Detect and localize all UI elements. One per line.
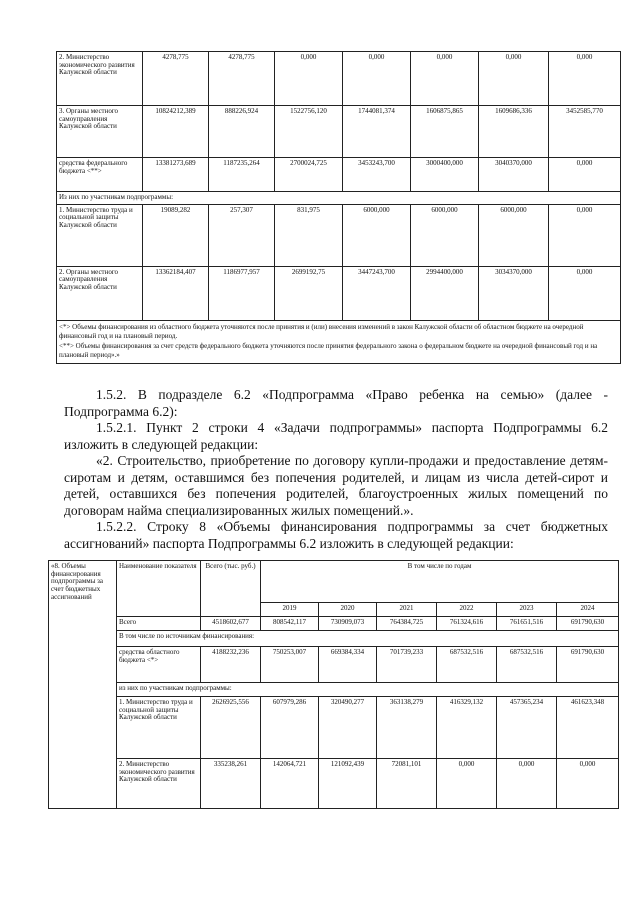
footnote-federal: <**> Объемы финансирования за счет средств федерального бюджета уточняются после принятия федерального закона о федеральном бюджете на очередной финансовый год и на плановый период».» (59, 341, 598, 360)
value-cell: 461623,348 (557, 697, 619, 759)
paragraph-1-5-2: 1.5.2. В подразделе 6.2 «Подпрограмма «Право ребенка на семью» (далее - Подпрограмма 6.2): (64, 387, 608, 419)
header-year: 2021 (377, 603, 437, 617)
value-cell: 3040370,000 (479, 158, 549, 192)
row-name: 2. Министерство экономического развития Калужской области (57, 52, 143, 106)
table-row (49, 631, 619, 647)
participants-label: Из них по участникам подпрограммы: (57, 192, 621, 205)
value-cell: 0,000 (497, 759, 557, 809)
row-name: 1. Министерство труда и социальной защиты Калужской области (117, 697, 201, 759)
value-cell: 121092,439 (319, 759, 377, 809)
value-cell: 3000400,000 (411, 158, 479, 192)
value-cell: 335238,261 (201, 759, 261, 809)
value-cell: 607979,286 (261, 697, 319, 759)
value-cell: 687532,516 (437, 647, 497, 683)
row-name: 3. Органы местного самоуправления Калужской области (57, 106, 143, 158)
value-cell: 0,000 (479, 52, 549, 106)
header-name: Наименование показателя (117, 561, 201, 617)
table-row (49, 617, 619, 631)
value-cell: 257,307 (209, 204, 275, 266)
value-cell: 831,975 (275, 204, 343, 266)
table-row (57, 158, 621, 192)
value-cell: 808542,117 (261, 617, 319, 631)
sources-label: В том числе по источникам финансирования: (117, 631, 619, 647)
value-cell: 1606875,865 (411, 106, 479, 158)
header-years-group: В том числе по годам (261, 561, 619, 603)
header-year: 2023 (497, 603, 557, 617)
table-row (57, 106, 621, 158)
header-year: 2022 (437, 603, 497, 617)
value-cell: 701739,233 (377, 647, 437, 683)
value-cell: 6000,000 (411, 204, 479, 266)
value-cell: 72081,101 (377, 759, 437, 809)
value-cell: 0,000 (275, 52, 343, 106)
value-cell: 0,000 (549, 158, 621, 192)
header-year: 2024 (557, 603, 619, 617)
value-cell: 3452585,770 (549, 106, 621, 158)
row-name: средства федерального бюджета <**> (57, 158, 143, 192)
value-cell: 19089,282 (143, 204, 209, 266)
table-row (49, 647, 619, 683)
value-cell: 3453243,700 (343, 158, 411, 192)
value-cell: 0,000 (549, 266, 621, 320)
header-year: 2020 (319, 603, 377, 617)
value-cell: 4278,775 (209, 52, 275, 106)
value-cell: 6000,000 (343, 204, 411, 266)
table-row (57, 320, 621, 363)
value-cell: 691790,630 (557, 617, 619, 631)
value-cell: 0,000 (343, 52, 411, 106)
value-cell: 320490,277 (319, 697, 377, 759)
value-cell: 761651,516 (497, 617, 557, 631)
value-cell: 1744081,374 (343, 106, 411, 158)
row-label-cell: «8. Объемы финансирования подпрограммы за счет бюджетных ассигнований (49, 561, 117, 809)
value-cell: 2700024,725 (275, 158, 343, 192)
value-cell: 1609686,336 (479, 106, 549, 158)
value-cell: 0,000 (437, 759, 497, 809)
value-cell: 363138,279 (377, 697, 437, 759)
value-cell: 669384,334 (319, 647, 377, 683)
value-cell: 10824212,389 (143, 106, 209, 158)
value-cell: 691790,630 (557, 647, 619, 683)
value-cell: 687532,516 (497, 647, 557, 683)
value-cell: 730909,073 (319, 617, 377, 631)
value-cell: 761324,616 (437, 617, 497, 631)
table-row (57, 266, 621, 320)
footnotes (57, 320, 621, 363)
value-cell: 2626925,556 (201, 697, 261, 759)
value-cell: 888226,924 (209, 106, 275, 158)
value-cell: 416329,132 (437, 697, 497, 759)
value-cell: 0,000 (549, 52, 621, 106)
row-name: 2. Органы местного самоуправления Калужской области (57, 266, 143, 320)
value-cell: 13381273,689 (143, 158, 209, 192)
header-total: Всего (тыс. руб.) (201, 561, 261, 617)
header-year: 2019 (261, 603, 319, 617)
table-row (49, 683, 619, 697)
value-cell: 0,000 (549, 204, 621, 266)
value-cell: 3447243,700 (343, 266, 411, 320)
row-name: Всего (117, 617, 201, 631)
value-cell: 4188232,236 (201, 647, 261, 683)
financing-table-6-2 (48, 560, 619, 809)
paragraph-1-5-2-2: 1.5.2.2. Строку 8 «Объемы финансирования подпрограммы за счет бюджетных ассигнований» паспорта Подпрограммы 6.2 изложить в следующей редакции: (64, 519, 608, 551)
table-row (57, 204, 621, 266)
table-row (49, 759, 619, 809)
value-cell: 4518602,677 (201, 617, 261, 631)
value-cell: 0,000 (411, 52, 479, 106)
value-cell: 764384,725 (377, 617, 437, 631)
row-name: 1. Министерство труда и социальной защиты Калужской области (57, 204, 143, 266)
paragraph-quote: «2. Строительство, приобретение по договору купли-продажи и предоставление детям-сиротам и детям, оставшимся без попечения родителей, и лицам из числа детей-сирот и детей, оставшихся без попечения родителей, благоустроенных жилых помещений по договорам найма специализированных жилых помещений.». (64, 453, 608, 518)
financing-table-continued (56, 51, 621, 364)
row-name: 2. Министерство экономического развития Калужской области (117, 759, 201, 809)
value-cell: 2699192,75 (275, 266, 343, 320)
value-cell: 1522756,120 (275, 106, 343, 158)
value-cell: 457365,234 (497, 697, 557, 759)
table-row (57, 52, 621, 106)
participants-label: из них по участникам подпрограммы: (117, 683, 619, 697)
value-cell: 1186977,957 (209, 266, 275, 320)
value-cell: 3034370,000 (479, 266, 549, 320)
footnote-regional: <*> Объемы финансирования из областного бюджета уточняются после принятия и (или) внесения изменений в закон Калужской области об областном бюджете на очередной финансовый год и на плановый период. (59, 322, 584, 341)
value-cell: 6000,000 (479, 204, 549, 266)
value-cell: 0,000 (557, 759, 619, 809)
value-cell: 142064,721 (261, 759, 319, 809)
value-cell: 2994400,000 (411, 266, 479, 320)
value-cell: 1187235,264 (209, 158, 275, 192)
paragraph-1-5-2-1: 1.5.2.1. Пункт 2 строки 4 «Задачи подпрограммы» паспорта Подпрограммы 6.2 изложить в следующей редакции: (64, 420, 608, 452)
row-name: средства областного бюджета <*> (117, 647, 201, 683)
value-cell: 4278,775 (143, 52, 209, 106)
table-row (57, 192, 621, 205)
table-row (49, 697, 619, 759)
table-header-row (49, 561, 619, 603)
value-cell: 13362184,407 (143, 266, 209, 320)
value-cell: 750253,007 (261, 647, 319, 683)
